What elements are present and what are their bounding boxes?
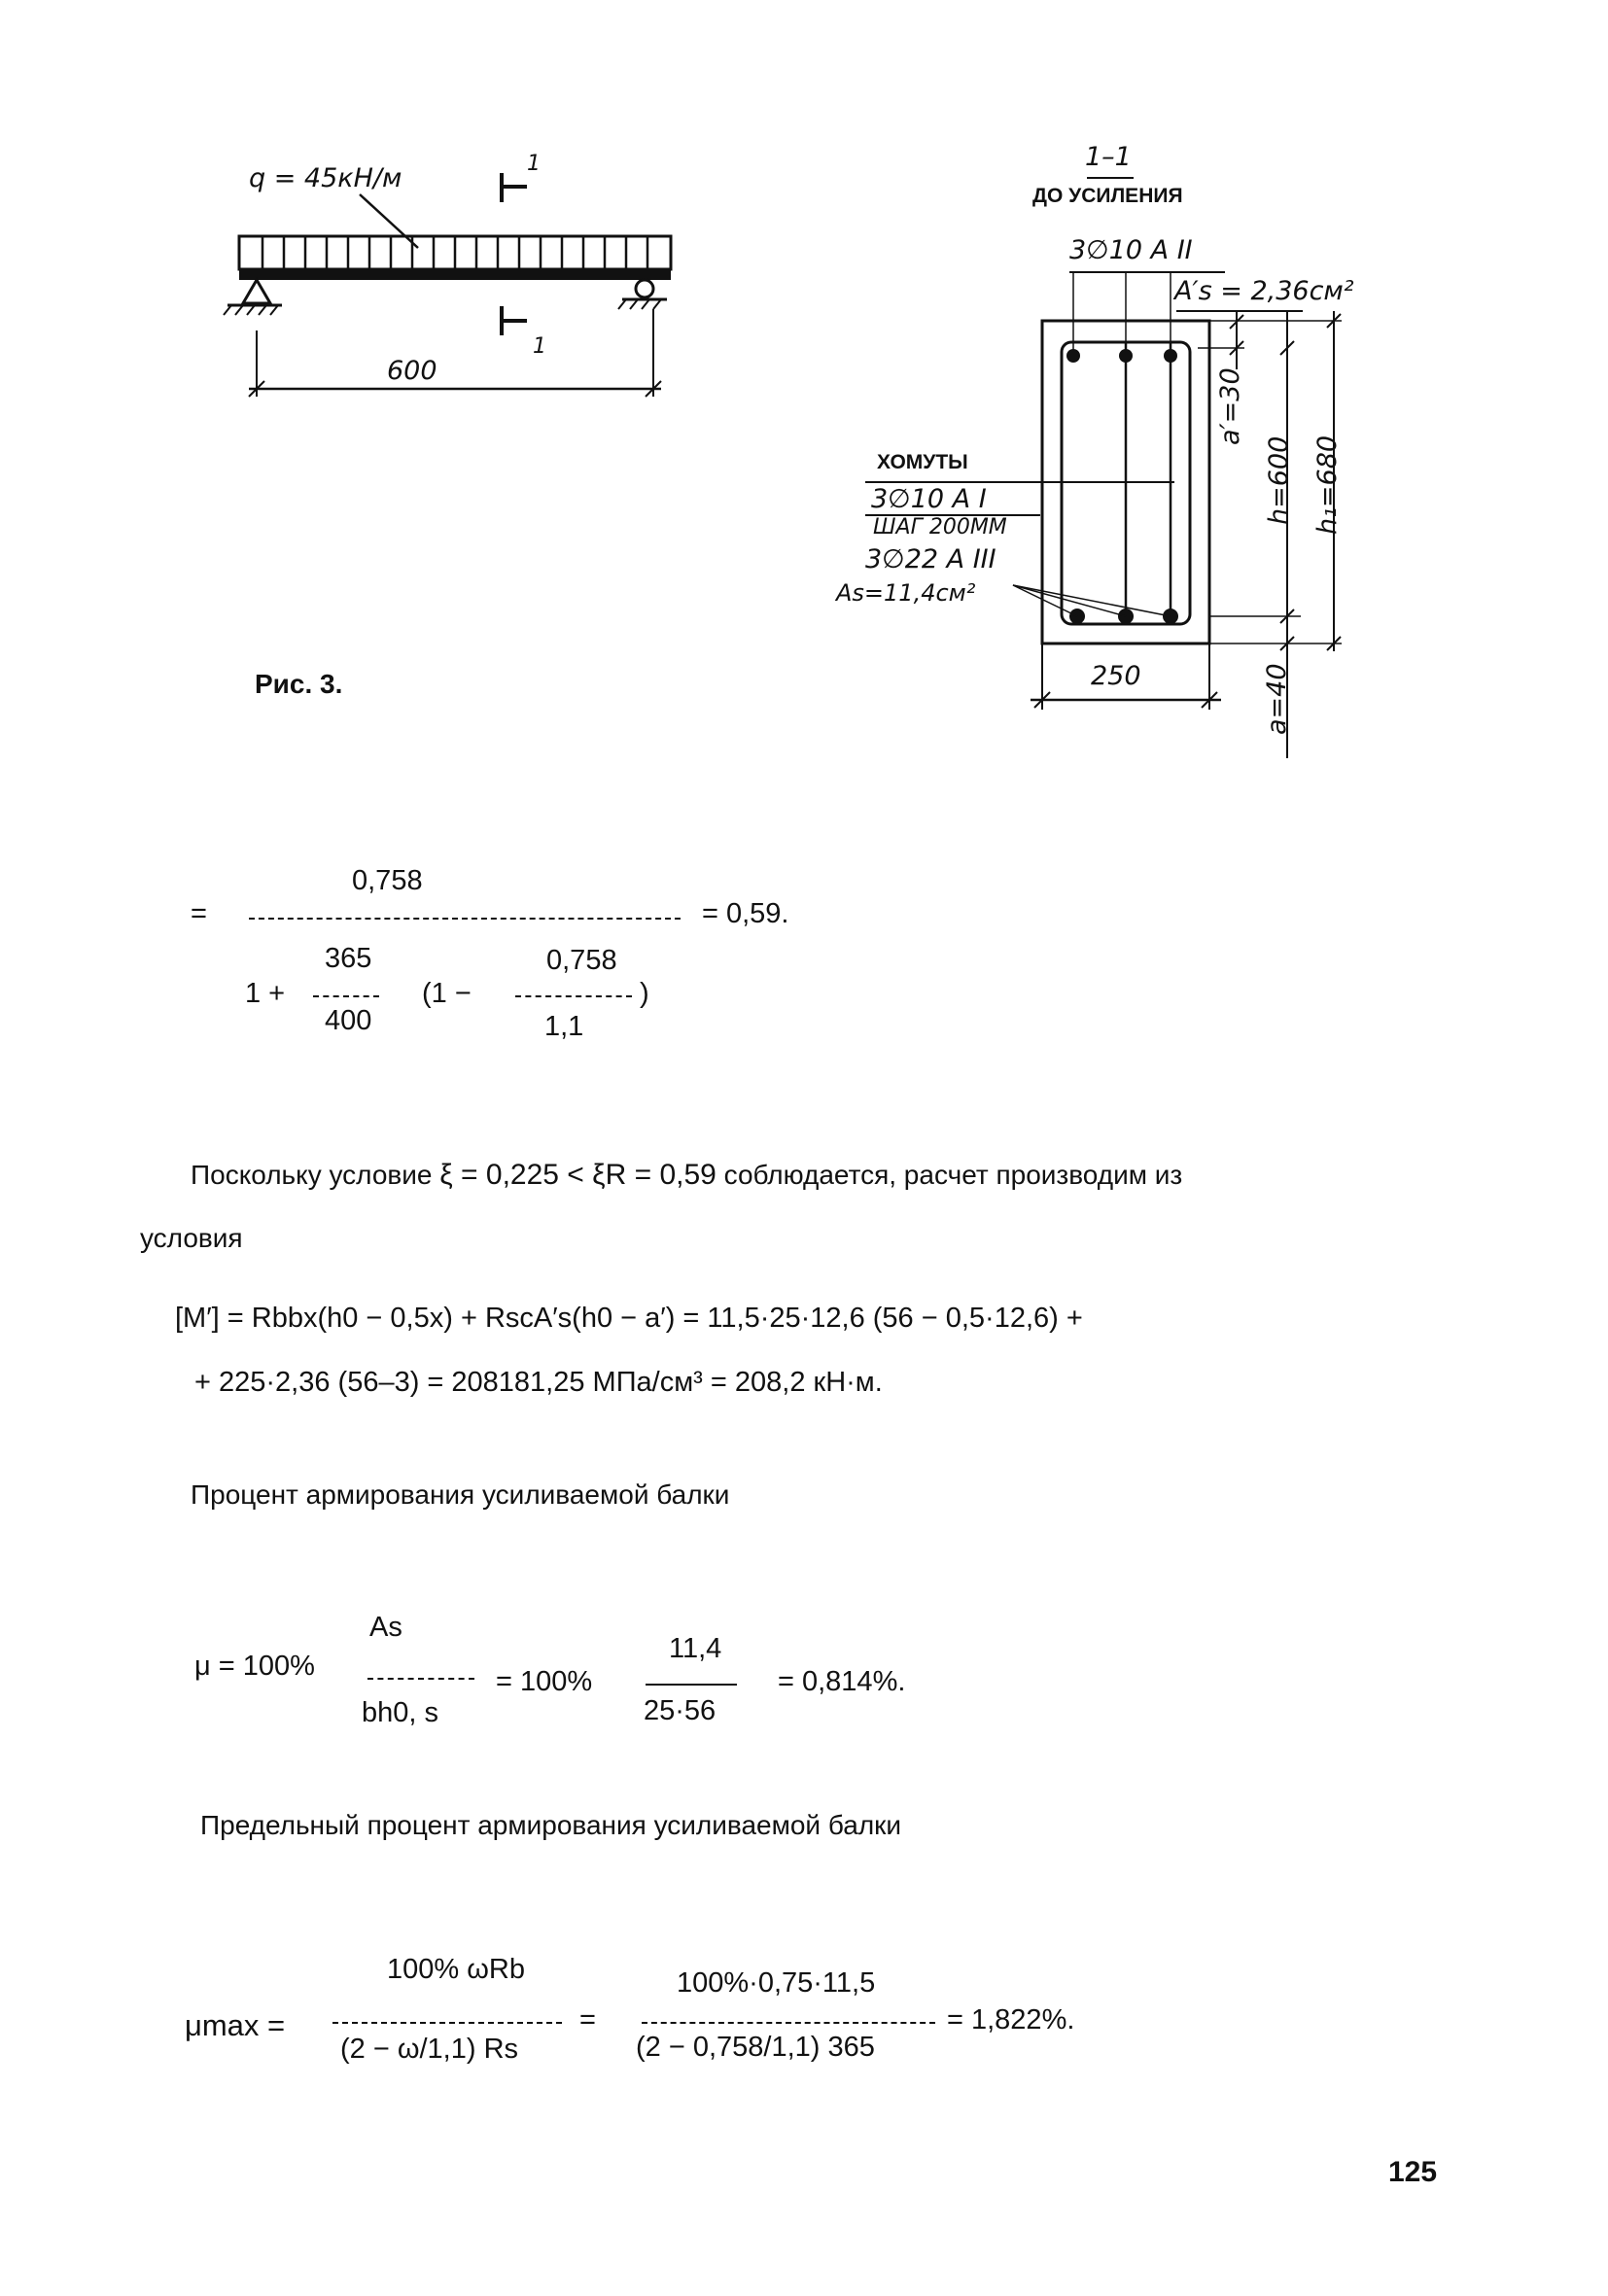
eq3-num: As <box>369 1612 402 1643</box>
section-figure <box>836 136 1419 758</box>
eq4-num2: 100%·0,75·11,5 <box>677 1967 876 1999</box>
eq1-paren-open: (1 − <box>422 978 472 1009</box>
h1-label: h₁=680 <box>1312 435 1343 535</box>
eq4-result: = 1,822%. <box>947 2004 1075 2035</box>
eq4-den1: (2 − ω/1,1) Rs <box>340 2034 519 2065</box>
eq3-mid: = 100% <box>496 1666 593 1697</box>
top-bars-label: 3∅10 А II <box>1069 235 1193 265</box>
eq1-frac-a-bar <box>313 995 379 997</box>
para1-line2: условия <box>140 1223 243 1253</box>
para1-end: соблюдается, расчет производим из <box>723 1160 1183 1190</box>
para3: Предельный процент армирования усиливаемой балки <box>200 1810 902 1840</box>
eq3-bar <box>367 1678 474 1680</box>
eq1-paren-close: ) <box>640 978 649 1009</box>
bottom-area-label: As=11,4см² <box>836 579 976 607</box>
eq1-one-plus: 1 + <box>245 978 286 1009</box>
para2: Процент армирования усиливаемой балки <box>191 1479 730 1510</box>
section-subtitle: ДО УСИЛЕНИЯ <box>1032 185 1183 207</box>
section-mark-bottom: 1 <box>533 334 546 359</box>
beam-figure <box>214 136 719 428</box>
page-number: 125 <box>1388 2156 1438 2188</box>
eq3-num2: 11,4 <box>669 1633 722 1664</box>
eq3-den2: 25·56 <box>644 1695 717 1726</box>
para1-condition: ξ = 0,225 < ξR = 0,59 <box>439 1159 717 1191</box>
eq2-line1: [M′] = Rbbx(h0 − 0,5x) + RscA′s(h0 − a′) = 11,5·25·12,6 (56 − 0,5·12,6) + <box>175 1303 1083 1334</box>
a-bottom-label: a=40 <box>1262 663 1292 735</box>
eq4-mid: = <box>579 2004 596 2035</box>
eq1-numerator: 0,758 <box>352 865 423 896</box>
h-label: h=600 <box>1264 435 1294 525</box>
width-label: 250 <box>1091 661 1141 691</box>
eq3-result: = 0,814%. <box>778 1666 906 1697</box>
para1-start: Поскольку условие <box>191 1160 433 1190</box>
stirrups-step: ШАГ 200ММ <box>873 515 1007 539</box>
a-top-label: a′=30 <box>1215 367 1245 445</box>
eq4-bar1 <box>332 2022 562 2024</box>
stirrups-title: ХОМУТЫ <box>877 451 968 473</box>
eq3-lhs: μ = 100% <box>194 1651 315 1682</box>
eq1-fraction-bar <box>249 918 681 920</box>
eq1-frac-b-num: 0,758 <box>546 945 617 976</box>
eq3-bar2 <box>646 1684 737 1686</box>
eq2-line2: + 225·2,36 (56–3) = 208181,25 МПа/см³ = 208,2 кН·м. <box>194 1367 883 1398</box>
stirrups-spec: 3∅10 А I <box>871 484 987 514</box>
eq1-equals: = <box>191 898 207 929</box>
eq1-frac-b-bar <box>515 995 632 997</box>
eq4-num1: 100% ωRb <box>387 1954 525 1985</box>
eq1-frac-a-num: 365 <box>325 943 372 974</box>
section-title: 1–1 <box>1085 142 1132 172</box>
top-area-label: A′s = 2,36см² <box>1174 276 1354 306</box>
para1-line1 <box>191 1159 1182 1192</box>
load-label: q = 45кН/м <box>249 163 402 193</box>
section-mark-top: 1 <box>527 152 541 176</box>
eq4-den2: (2 − 0,758/1,1) 365 <box>636 2032 875 2063</box>
eq4-bar2 <box>642 2022 935 2024</box>
bottom-bars-label: 3∅22 А III <box>865 544 996 574</box>
eq1-frac-b-den: 1,1 <box>544 1011 584 1042</box>
eq1-result: = 0,59. <box>702 898 789 929</box>
span-label: 600 <box>387 356 437 386</box>
eq1-frac-a-den: 400 <box>325 1005 372 1036</box>
figure-caption: Рис. 3. <box>255 669 343 699</box>
eq4-lhs: μmax = <box>185 2008 286 2042</box>
eq3-den: bh0, s <box>362 1697 438 1728</box>
